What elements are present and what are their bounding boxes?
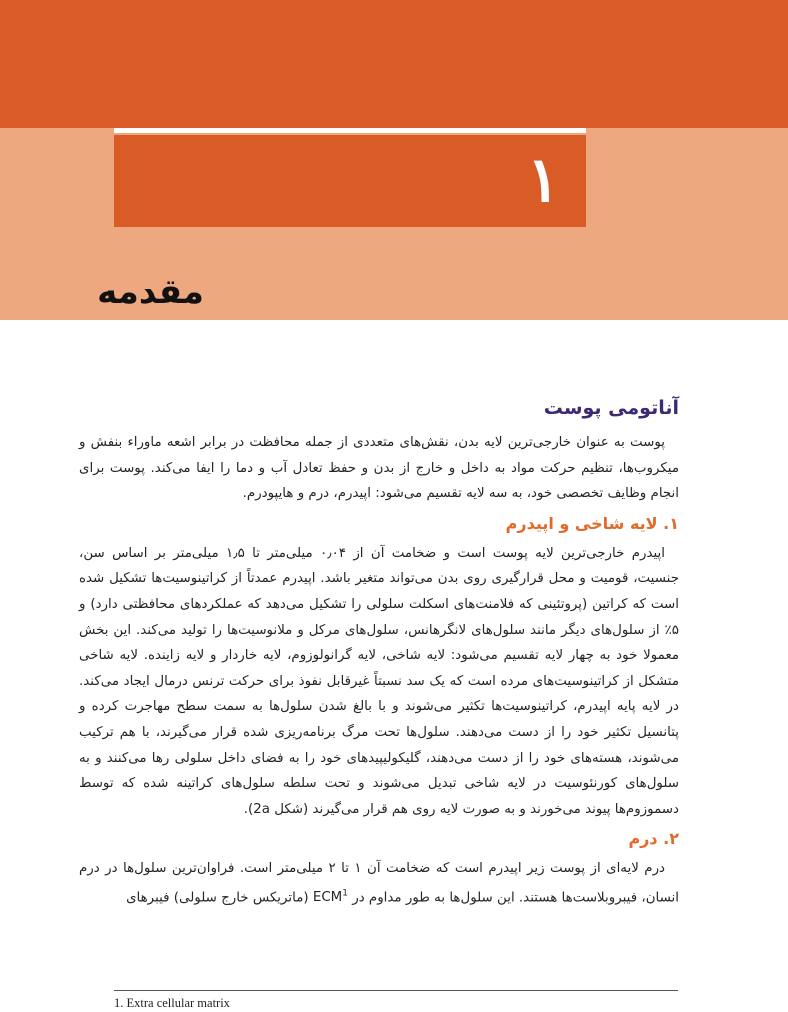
header-top-band bbox=[0, 0, 788, 128]
section-heading-dermis: ۲. درم bbox=[628, 829, 679, 849]
ecm-term bbox=[313, 890, 348, 905]
chapter-number: ۱ bbox=[526, 143, 560, 216]
dermis-text-start: درم لایه‌ای از پوست زیر اپیدرم است که ضخامت آن ۱ تا ۲ میلی‌متر است. فراوان‌ترین سلول‌ها در درم انسان، فیبروبلاست‌ها هستند. این سلول‌ها به طور مداوم در bbox=[79, 861, 679, 906]
section-heading-epidermis: ۱. لایه شاخی و اپیدرم bbox=[505, 513, 679, 533]
dermis-paragraph bbox=[79, 856, 679, 911]
chapter-title: مقدمه bbox=[97, 272, 204, 312]
section-heading-skin-anatomy: آناتومی پوست bbox=[543, 397, 679, 419]
dermis-text-end: (ماتریکس خارج سلولی) فیبرهای bbox=[126, 890, 313, 906]
intro-paragraph: پوست به عنوان خارجی‌ترین لایه بدن، نقش‌های متعددی از جمله محافظت در برابر اشعه ماوراء بنفش و میکروب‌ها، تنظیم حرکت مواد به داخل و خارج از بدن و حفظ تعادل آب و دما را ایفا می‌کند. پوست برای انجام وظایف تخصصی خود، به سه لایه تقسیم می‌شود: اپیدرم، درم و هایپودرم. bbox=[79, 435, 679, 502]
footnote-text: 1. Extra cellular matrix bbox=[114, 996, 230, 1010]
ecm-label: ECM bbox=[312, 890, 343, 906]
footnote-marker: 1 bbox=[342, 888, 348, 899]
body-content bbox=[79, 393, 679, 911]
epidermis-paragraph: اپیدرم خارجی‌ترین لایه پوست است و ضخامت آن از ۰٫۰۴ میلی‌متر تا ۱٫۵ میلی‌متر بر اساس سن، جنسیت، قومیت و محل قرارگیری روی بدن می‌تواند متغیر باشد. اپیدرم عمدتاً از کراتینوسیت‌ها تشکیل شده است که کراتین (پروتئینی که فلامنت‌های اسکلت سلولی را تشکیل می‌دهد که عملکردهای محافظتی دارد) و ۵٪ از سلول‌های دیگر مانند سلول‌های لانگرهانس، سلول‌های مرکل و ملانوسیت‌ها را تولید می‌کند. این بخش معمولا خود به چهار لایه تقسیم می‌شود: لایه شاخی، لایه گرانولوزوم، لایه خاردار و لایه زاینده. لایه شاخی متشکل از کراتینوسیت‌های مرده است که یک سد نسبتاً غیرقابل نفوذ برای حرکت ترنس درمال ایجاد می‌کند. در لایه پایه اپیدرم، کراتینوسیت‌ها تکثیر می‌شوند و با بالغ شدن سلول‌ها به سمت سطح مهاجرت کرده و پتانسیل تکثیر خود را از دست می‌دهند. سلول‌ها تحت مرگ برنامه‌ریزی شده قرار می‌گیرند، با هم ترکیب می‌شوند، هسته‌های خود را از دست می‌دهند، گلیکولیپیدهای خود را به فضای داخل سلولی رها می‌کنند و به سلول‌های کورنئوسیت در لایه شاخی تبدیل می‌شوند و تحت سلطه سلول‌های کراتینه شده که توسط دسموزوم‌ها پیوند می‌خورند و به صورت لایه روی هم قرار می‌گیرند (شکل 2a). bbox=[79, 545, 679, 817]
chapter-number-box bbox=[114, 135, 586, 227]
footnote-divider bbox=[114, 990, 678, 991]
header-divider-line bbox=[114, 128, 586, 133]
